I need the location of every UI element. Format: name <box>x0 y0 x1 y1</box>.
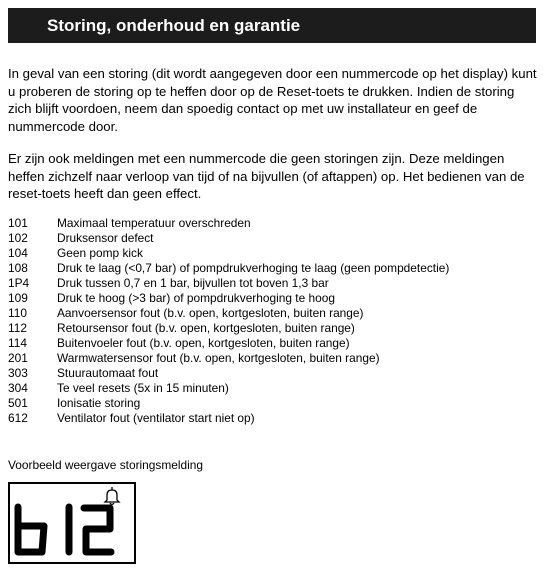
error-description: Druk te laag (<0,7 bar) of pompdrukverhoging te laag (geen pompdetectie) <box>57 261 450 275</box>
error-description: Retoursensor fout (b.v. open, kortgesloten, buiten range) <box>57 321 355 335</box>
list-item <box>8 246 538 261</box>
list-item <box>8 321 538 336</box>
error-description: Druk tussen 0,7 en 1 bar, bijvullen tot boven 1,3 bar <box>57 276 329 290</box>
list-item <box>8 351 538 366</box>
error-description: Aanvoersensor fout (b.v. open, kortgesloten, buiten range) <box>57 306 364 320</box>
error-code: 110 <box>8 306 27 320</box>
list-item <box>8 396 538 411</box>
error-description: Warmwatersensor fout (b.v. open, kortgesloten, buiten range) <box>57 351 380 365</box>
list-item <box>8 381 538 396</box>
list-item <box>8 276 538 291</box>
error-description: Te veel resets (5x in 15 minuten) <box>57 381 229 395</box>
intro-paragraph-1: In geval van een storing (dit wordt aangegeven door een nummercode op het display) kunt u proberen de storing op te heffen door op de Reset-toets te drukken. Indien de storing zich blijft voordoen, neem dan spoedig contact op met uw installateur en geef de nummercode door. <box>8 66 537 134</box>
error-code: 303 <box>8 366 28 380</box>
error-code: 114 <box>8 336 27 350</box>
list-item <box>8 216 538 231</box>
error-code: 109 <box>8 291 28 305</box>
display-digit-b <box>18 507 44 552</box>
list-item <box>8 306 538 321</box>
example-display <box>8 482 136 564</box>
error-code-list <box>8 216 538 426</box>
list-item <box>8 366 538 381</box>
error-description: Stuurautomaat fout <box>57 366 159 380</box>
error-description: Buitenvoeler fout (b.v. open, kortgesloten, buiten range) <box>57 336 350 350</box>
error-description: Ventilator fout (ventilator start niet op) <box>57 411 255 425</box>
error-code: 104 <box>8 246 28 260</box>
error-code: 102 <box>8 231 28 245</box>
example-caption: Voorbeeld weergave storingsmelding <box>8 458 203 472</box>
section-header <box>8 8 536 43</box>
error-code: 501 <box>8 396 28 410</box>
error-code: 112 <box>8 321 27 335</box>
display-readout <box>10 484 134 562</box>
error-description: Druksensor defect <box>57 231 154 245</box>
error-code: 304 <box>8 381 28 395</box>
list-item <box>8 291 538 306</box>
error-code: 108 <box>8 261 28 275</box>
list-item <box>8 411 538 426</box>
error-description: Geen pomp kick <box>57 246 143 260</box>
list-item <box>8 231 538 246</box>
error-code: 101 <box>8 216 28 230</box>
error-description: Druk te hoog (>3 bar) of pompdrukverhoging te hoog <box>57 291 335 305</box>
error-description: Maximaal temperatuur overschreden <box>57 216 251 230</box>
error-code: 612 <box>8 411 28 425</box>
list-item <box>8 336 538 351</box>
intro-paragraph-2: Er zijn ook meldingen met een nummercode die geen storingen zijn. Deze meldingen heffen zichzelf naar verloop van tijd of na bijvullen (of aftappen) op. Het bedienen van de reset-toets heeft dan geen effect. <box>8 151 525 201</box>
error-description: Ionisatie storing <box>57 396 141 410</box>
list-item <box>8 261 538 276</box>
display-digit-2 <box>84 508 111 552</box>
bell-icon <box>105 487 119 505</box>
error-code: 1P4 <box>8 276 30 290</box>
error-code: 201 <box>8 351 28 365</box>
section-title: Storing, onderhoud en garantie <box>47 16 301 35</box>
